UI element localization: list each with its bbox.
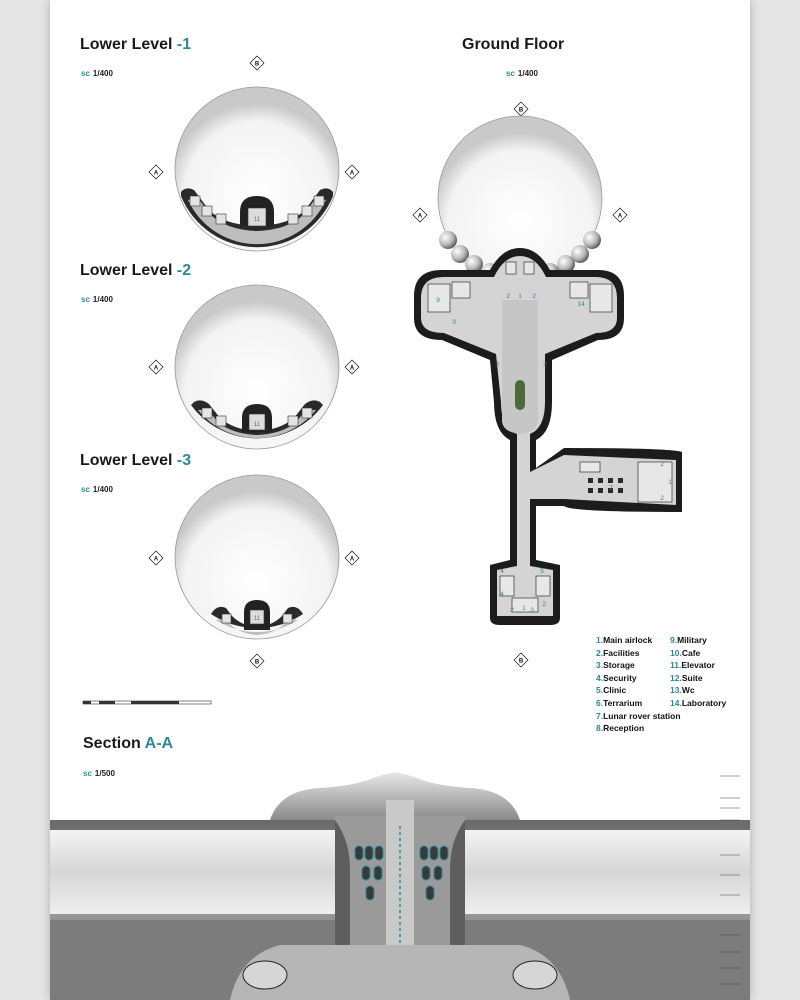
legend-item: 4.Security: [596, 672, 637, 683]
section-marker-a: [149, 165, 163, 179]
section-marker-a: [345, 551, 359, 565]
lower-level-2-scale: sc 1/400: [81, 295, 113, 304]
section-marker-a: [149, 360, 163, 374]
room-number: 14: [577, 301, 585, 308]
svg-text:B: B: [518, 107, 524, 114]
elevator-number: 11: [253, 217, 261, 223]
legend-column-2: [670, 634, 746, 710]
room-number: 9: [436, 297, 440, 304]
lower-level-1-scale: sc 1/400: [81, 69, 113, 78]
section-drawing: [50, 772, 750, 1000]
room-number: 3: [530, 607, 534, 614]
elevator-number: 11: [253, 422, 261, 428]
svg-text:A: A: [349, 365, 355, 372]
svg-text:A: A: [153, 170, 159, 177]
lower-level-2-title: Lower Level -2: [80, 262, 192, 279]
section-marker-a: [149, 551, 163, 565]
lower-level-3-title: Lower Level -3: [80, 452, 192, 469]
section-marker-b: [514, 102, 528, 116]
section-marker-a: [613, 208, 627, 222]
room-number: 2: [660, 495, 664, 502]
section-marker-b: [514, 653, 528, 667]
svg-text:A: A: [349, 170, 355, 177]
room-number: 2: [543, 361, 547, 368]
ground-floor-scale: sc 1/400: [506, 69, 538, 78]
graphic-scale-bar: [83, 701, 211, 704]
legend-item: 11.Elevator: [670, 660, 715, 671]
room-number: 1: [518, 293, 522, 300]
room-number: 2: [660, 461, 664, 468]
room-number: 4: [500, 568, 504, 575]
room-number: 2: [542, 601, 546, 608]
room-number: 4: [500, 591, 504, 598]
section-marker-a: [345, 165, 359, 179]
room-number: 1: [522, 605, 526, 612]
legend-item: 8.Reception: [596, 723, 645, 734]
section-marker-a: [345, 360, 359, 374]
legend-item: 13.Wc: [670, 685, 695, 696]
room-number: 7: [609, 485, 613, 492]
room-number: 3: [495, 361, 499, 368]
legend-column-1: [596, 634, 681, 735]
legend-item: 10.Cafe: [670, 647, 701, 658]
svg-text:B: B: [254, 659, 260, 666]
drawing-sheet: [50, 0, 750, 1000]
svg-text:A: A: [153, 556, 159, 563]
section-marker-a: [413, 208, 427, 222]
svg-text:B: B: [518, 658, 524, 665]
elevator-number: 11: [253, 616, 261, 622]
lower-level-1-title: Lower Level -1: [80, 36, 192, 53]
room-number: 3: [452, 319, 456, 326]
legend-item: 14.Laboratory: [670, 697, 727, 708]
room-legend: [596, 634, 746, 754]
room-number: 2: [506, 293, 510, 300]
room-number: 5: [540, 568, 544, 575]
legend-item: 1.Main airlock: [596, 635, 653, 645]
architectural-drawings: [50, 0, 750, 1000]
legend-item: 9.Military: [670, 635, 707, 645]
svg-text:A: A: [617, 213, 623, 220]
svg-text:A: A: [153, 365, 159, 372]
room-number: 2: [532, 293, 536, 300]
lower-level-2-plan: [175, 285, 339, 449]
section-scale: sc 1/500: [83, 769, 115, 778]
lower-level-3-scale: sc 1/400: [81, 485, 113, 494]
section-marker-b: [250, 654, 264, 668]
legend-item: 7.Lunar rover station: [596, 710, 681, 721]
ground-floor-plan: [414, 116, 682, 625]
lower-level-1-plan: [175, 87, 339, 251]
legend-item: 6.Terrarium: [596, 697, 643, 708]
legend-item: 3.Storage: [596, 660, 635, 671]
terrarium: [515, 380, 525, 410]
room-number: 2: [510, 607, 514, 614]
ground-floor-title: Ground Floor: [462, 36, 565, 53]
svg-text:A: A: [349, 556, 355, 563]
section-title: Section A-A: [83, 735, 174, 752]
svg-text:A: A: [417, 213, 423, 220]
lower-level-3-plan: [175, 475, 339, 639]
section-marker-b: [250, 56, 264, 70]
legend-item: 12.Suite: [670, 672, 703, 683]
room-number: 1: [668, 479, 672, 486]
legend-item: 2.Facilities: [596, 647, 640, 658]
legend-item: 5.Clinic: [596, 685, 627, 696]
svg-text:B: B: [254, 61, 260, 68]
